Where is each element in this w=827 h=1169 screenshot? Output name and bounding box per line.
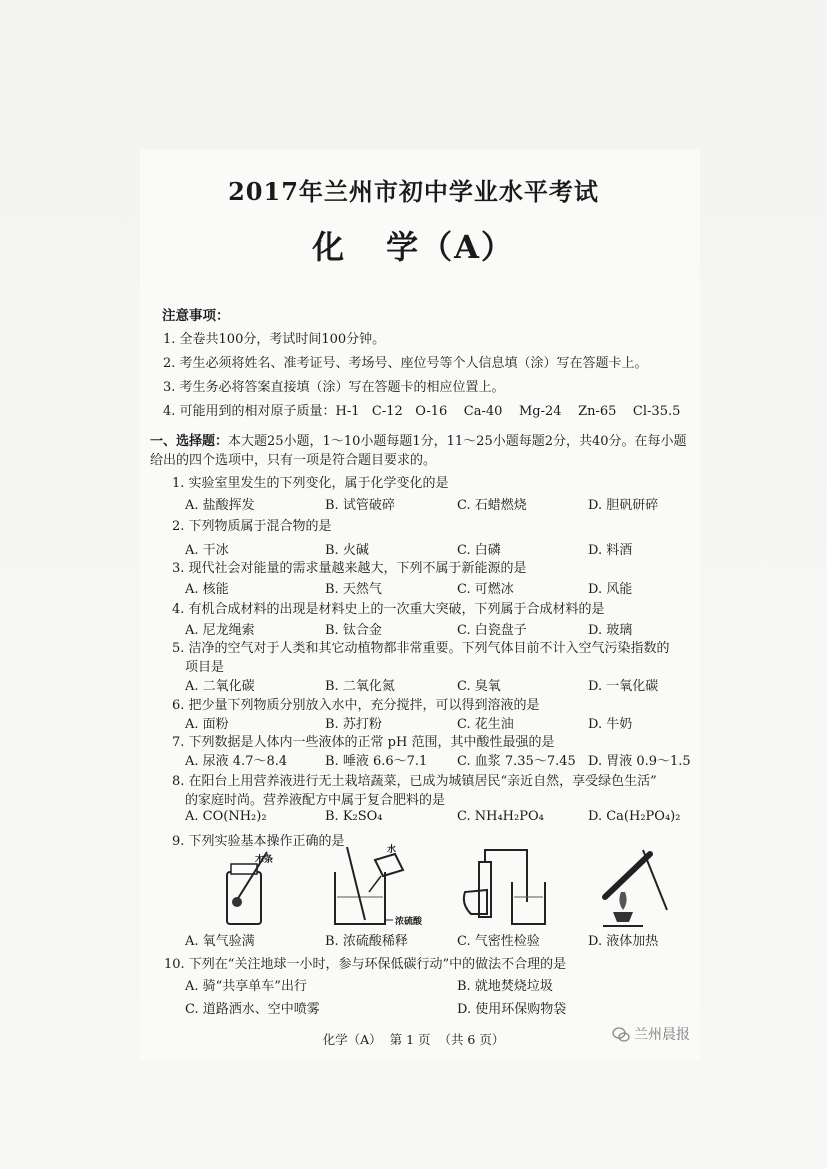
option: D. 液体加热 [588,934,659,949]
question-stem: 10. 下列在“关注地球一小时，参与环保低碳行动”中的做法不合理的是 [164,957,567,972]
option: C. NH₄H₂PO₄ [457,809,544,824]
option: B. 天然气 [325,582,382,597]
question-stem: 3. 现代社会对能量的需求量越来越大，下列不属于新能源的是 [172,561,527,576]
wechat-icon [612,1027,630,1043]
question-stem: 8. 在阳台上用营养液进行无土栽培蔬菜，已成为城镇居民“亲近自然，享受绿色生活” [172,774,657,789]
question-stem-cont: 项目是 [185,660,225,675]
option: A. 干冰 [185,543,229,558]
question-stem: 1. 实验室里发生的下列变化，属于化学变化的是 [172,476,449,491]
option: C. 气密性检验 [457,934,540,949]
option: A. 面粉 [185,717,229,732]
option: B. 就地焚烧垃圾 [457,979,553,994]
option: A. 核能 [185,582,229,597]
section-text: 本大题25小题，1～10小题每题1分，11～25小题每题2分，共40分。在每小题给出的四个选项中，只有一项是符合题目要求的。 [150,434,687,468]
note-item: 2. 考生必须将姓名、准考证号、考场号、座位号等个人信息填（涂）写在答题卡上。 [163,356,648,371]
option: A. 尿液 4.7～8.4 [185,754,288,769]
option: D. 胃液 0.9～1.5 [588,754,691,769]
note-item: 4. 可能用到的相对原子质量：H-1 C-12 O-16 Ca-40 Mg-24 Zn-65 Cl-35.5 [163,404,681,419]
stick-label: 木条 [255,855,274,865]
subject-title [0,222,827,268]
option: A. 氧气验满 [185,934,255,949]
option: D. 一氧化碳 [588,679,659,694]
option: C. 臭氧 [457,679,501,694]
q9-figures [195,842,695,932]
question-stem-cont: 的家庭时尚。营养液配方中属于复合肥料的是 [185,793,446,808]
watermark [612,1024,690,1044]
subject-char: 化 [312,228,347,266]
option: A. 盐酸挥发 [185,498,255,513]
option: D. 玻璃 [588,623,633,638]
section-heading: 一、选择题： [150,434,229,449]
question-stem: 4. 有机合成材料的出现是材料史上的一次重大突破，下列属于合成材料的是 [172,602,605,617]
option: B. 唾液 6.6～7.1 [325,754,428,769]
option: B. 苏打粉 [325,717,382,732]
option: A. 尼龙绳索 [185,623,255,638]
question-stem: 7. 下列数据是人体内一些液体的正常 pH 范围，其中酸性最强的是 [172,735,555,750]
option: C. 血浆 7.35～7.45 [457,754,576,769]
option: C. 白瓷盘子 [457,623,527,638]
option: A. 骑“共享单车”出行 [185,979,307,994]
option: B. 火碱 [325,543,369,558]
option: D. 料酒 [588,543,633,558]
note-item: 3. 考生务必将答案直接填（涂）写在答题卡的相应位置上。 [163,380,505,395]
water-label: 水 [387,845,397,855]
question-stem: 5. 洁净的空气对于人类和其它动植物都非常重要。下列气体目前不计入空气污染指数的 [172,641,670,656]
note-item: 1. 全卷共100分，考试时间100分钟。 [163,332,386,347]
option: A. CO(NH₂)₂ [185,809,267,824]
option: D. Ca(H₂PO₄)₂ [588,809,681,824]
option: B. 试管破碎 [325,498,395,513]
airtightness-figure [457,842,557,932]
question-stem: 9. 下列实验基本操作正确的是 [172,834,345,849]
option: B. 二氧化氮 [325,679,395,694]
option: A. 二氧化碳 [185,679,255,694]
subject-rest: 学（A） [386,228,515,266]
page-footer: 化学（A） 第 1 页 （共 6 页） [322,1032,505,1047]
acid-label: 浓硫酸 [395,917,423,927]
option: D. 风能 [588,582,633,597]
option: B. 浓硫酸稀释 [325,934,408,949]
notes-heading: 注意事项： [162,308,230,324]
option: C. 道路洒水、空中喷雾 [185,1002,320,1017]
section-intro [150,432,690,470]
option: D. 胆矾研碎 [588,498,659,513]
option: C. 可燃冰 [457,582,514,597]
option: D. 使用环保购物袋 [457,1002,567,1017]
option: D. 牛奶 [588,717,633,732]
option: B. K₂SO₄ [325,809,383,824]
liquid-heating-figure [595,842,685,932]
option: C. 石蜡燃烧 [457,498,527,513]
question-stem: 6. 把少量下列物质分别放入水中，充分搅拌，可以得到溶液的是 [172,698,540,713]
option: B. 钛合金 [325,623,382,638]
watermark-text: 兰州晨报 [634,1027,690,1043]
option: C. 白磷 [457,543,501,558]
oxygen-test-figure [207,842,287,932]
question-stem: 2. 下列物质属于混合物的是 [172,519,332,534]
option: C. 花生油 [457,717,514,732]
exam-title: 2017年兰州市初中学业水平考试 [228,177,599,206]
